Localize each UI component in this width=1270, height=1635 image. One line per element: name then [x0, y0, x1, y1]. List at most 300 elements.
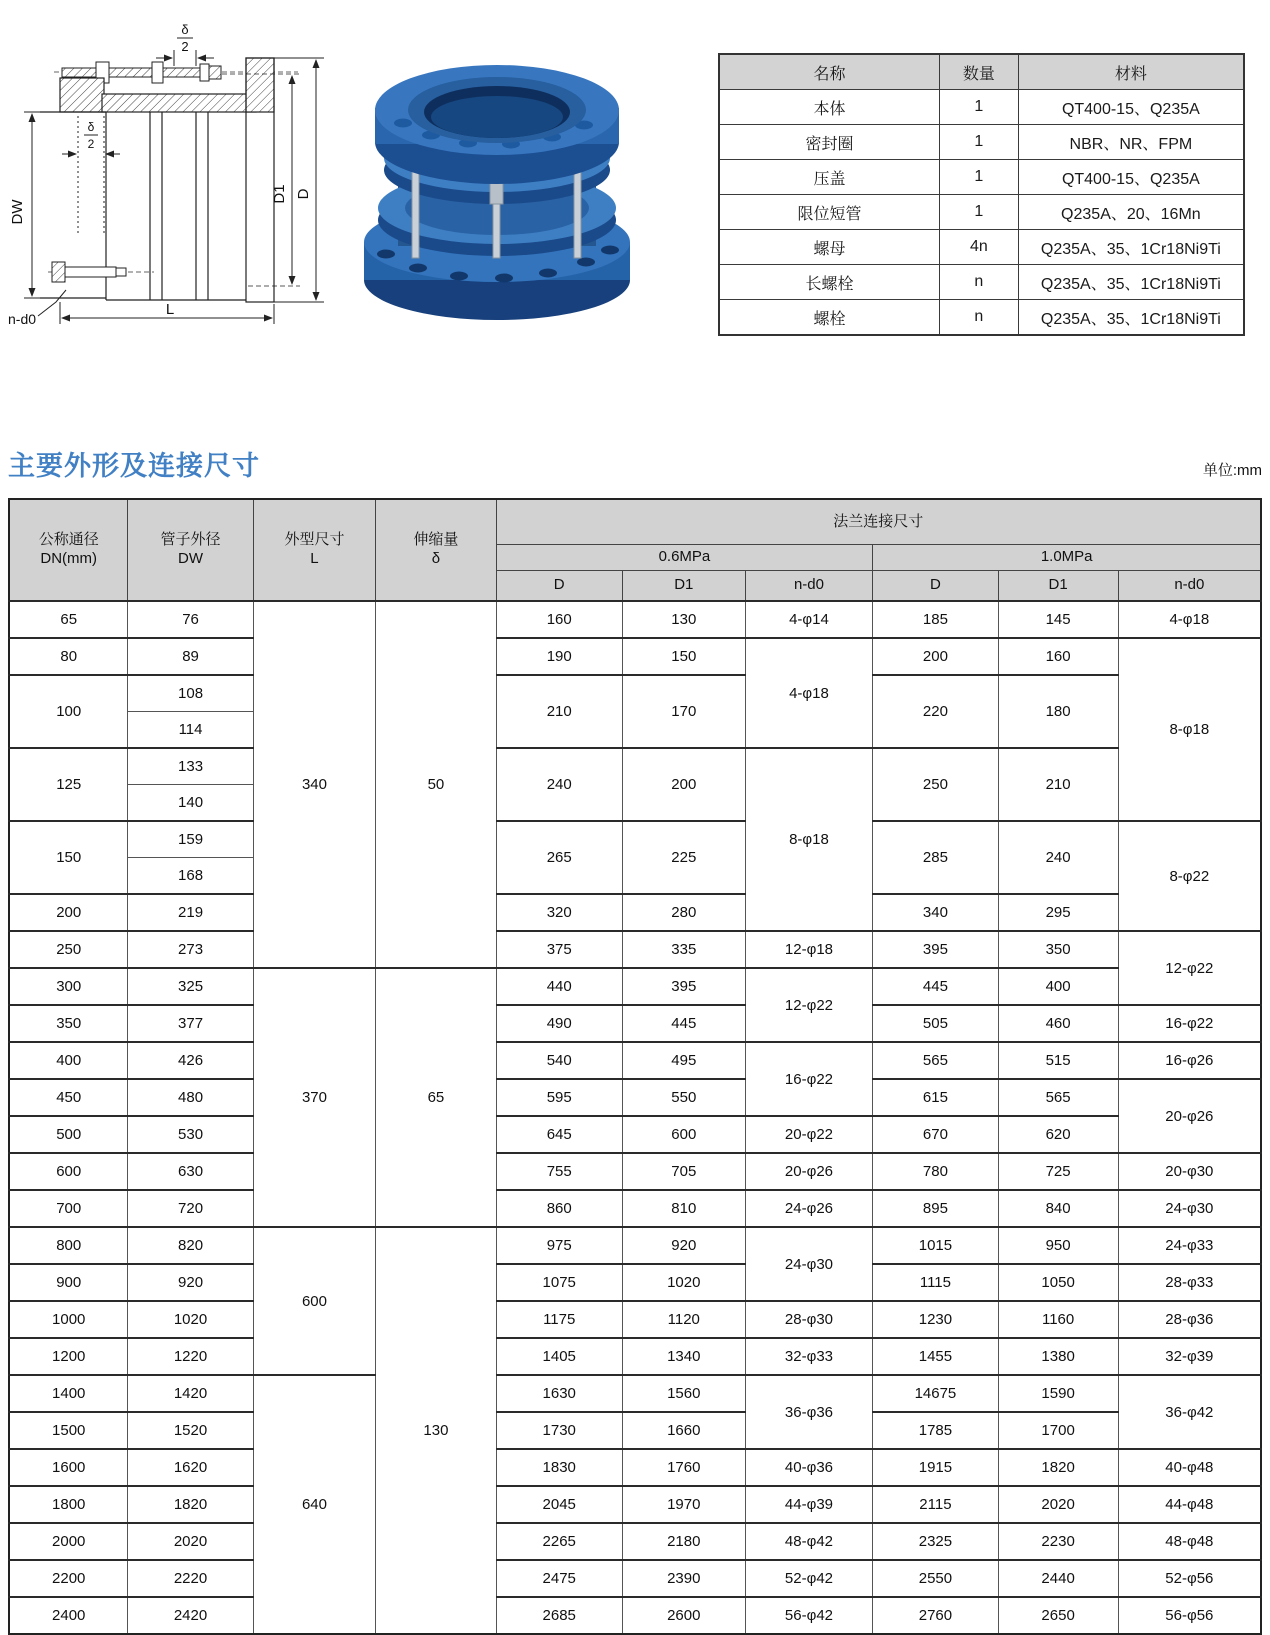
table-cell: 600	[622, 1116, 745, 1153]
table-row	[9, 1042, 1261, 1079]
materials-table	[718, 53, 1245, 336]
table-cell: 2265	[496, 1523, 622, 1560]
table-cell: 320	[496, 894, 622, 931]
table-cell: 460	[998, 1005, 1118, 1042]
l-label: L	[165, 301, 175, 318]
table-cell: 16-φ22	[1118, 1005, 1261, 1042]
table-cell: 8-φ22	[1118, 821, 1261, 931]
table-cell: 426	[128, 1042, 253, 1079]
table-cell: 500	[9, 1116, 128, 1153]
table-cell: 515	[998, 1042, 1118, 1079]
table-cell: 395	[622, 968, 745, 1005]
table-cell: 16-φ26	[1118, 1042, 1261, 1079]
table-cell: 32-φ39	[1118, 1338, 1261, 1375]
table-cell: 2550	[873, 1560, 998, 1597]
table-cell: 800	[9, 1227, 128, 1264]
table-cell: 24-φ33	[1118, 1227, 1261, 1264]
table-cell: 1020	[128, 1301, 253, 1338]
materials-header-qty: 数量	[940, 54, 1019, 90]
table-cell: 48-φ48	[1118, 1523, 1261, 1560]
table-row	[9, 1153, 1261, 1190]
table-cell: 860	[496, 1190, 622, 1227]
section-title: 主要外形及连接尺寸	[8, 451, 260, 481]
table-row	[9, 1264, 1261, 1301]
table-cell: 36-φ42	[1118, 1375, 1261, 1449]
table-cell: 1520	[128, 1412, 253, 1449]
table-row	[9, 1301, 1261, 1338]
table-cell: 240	[496, 748, 622, 821]
header-nd0-06: n-d0	[745, 571, 873, 602]
table-cell: 40-φ48	[1118, 1449, 1261, 1486]
table-cell: 495	[622, 1042, 745, 1079]
table-cell: 1760	[622, 1449, 745, 1486]
dim-nd0	[8, 290, 66, 327]
table-cell: 1915	[873, 1449, 998, 1486]
table-row	[719, 300, 1244, 336]
table-cell: 895	[873, 1190, 998, 1227]
table-cell: 810	[622, 1190, 745, 1227]
table-cell: 670	[873, 1116, 998, 1153]
header-dw-line1: 管子外径	[160, 531, 221, 549]
table-row	[9, 1375, 1261, 1412]
table-cell: 300	[9, 968, 128, 1005]
table-cell: 2475	[496, 1560, 622, 1597]
table-cell: 1	[940, 90, 1019, 125]
table-cell: 340	[253, 601, 376, 968]
table-cell: 36-φ36	[745, 1375, 873, 1449]
table-cell: 445	[873, 968, 998, 1005]
table-cell: 1785	[873, 1412, 998, 1449]
table-cell: 1	[940, 160, 1019, 195]
table-cell: 600	[9, 1153, 128, 1190]
table-cell: Q235A、35、1Cr18Ni9Ti	[1018, 265, 1244, 300]
table-cell: 370	[253, 968, 376, 1227]
header-p10: 1.0MPa	[873, 545, 1261, 571]
table-cell: 1020	[622, 1264, 745, 1301]
table-cell: 395	[873, 931, 998, 968]
table-cell: 1340	[622, 1338, 745, 1375]
table-cell: 2200	[9, 1560, 128, 1597]
table-cell: 250	[9, 931, 128, 968]
table-cell: 2650	[998, 1597, 1118, 1634]
header-p06: 0.6MPa	[496, 545, 873, 571]
table-cell: 920	[622, 1227, 745, 1264]
table-cell: 480	[128, 1079, 253, 1116]
table-cell: 28-φ33	[1118, 1264, 1261, 1301]
table-cell: 1075	[496, 1264, 622, 1301]
table-cell: 1500	[9, 1412, 128, 1449]
table-cell: 1420	[128, 1375, 253, 1412]
table-cell: 密封圈	[719, 125, 940, 160]
table-cell: 200	[622, 748, 745, 821]
table-cell: 1015	[873, 1227, 998, 1264]
table-cell: 530	[128, 1116, 253, 1153]
table-cell: 445	[622, 1005, 745, 1042]
table-cell: 325	[128, 968, 253, 1005]
table-cell: 1120	[622, 1301, 745, 1338]
product-photo	[346, 32, 648, 334]
table-cell: 133	[128, 748, 253, 785]
header-d1-10: D1	[998, 571, 1118, 602]
delta-top-denominator: 2	[181, 39, 189, 54]
body-section	[40, 58, 274, 302]
table-cell: 595	[496, 1079, 622, 1116]
table-cell: 1	[940, 195, 1019, 230]
table-cell: Q235A、20、16Mn	[1018, 195, 1244, 230]
table-cell: 220	[873, 675, 998, 748]
table-row	[9, 1190, 1261, 1227]
table-cell: 200	[9, 894, 128, 931]
table-cell: 2220	[128, 1560, 253, 1597]
table-cell: 700	[9, 1190, 128, 1227]
table-cell: 1630	[496, 1375, 622, 1412]
table-cell: 720	[128, 1190, 253, 1227]
table-row	[719, 265, 1244, 300]
table-cell: 180	[998, 675, 1118, 748]
table-cell: 2000	[9, 1523, 128, 1560]
table-cell: 56-φ42	[745, 1597, 873, 1634]
table-cell: 755	[496, 1153, 622, 1190]
table-cell: 440	[496, 968, 622, 1005]
materials-header-name: 名称	[719, 54, 940, 90]
table-cell: 170	[622, 675, 745, 748]
table-cell: 2440	[998, 1560, 1118, 1597]
table-cell: 295	[998, 894, 1118, 931]
table-cell: 340	[873, 894, 998, 931]
table-cell: 56-φ56	[1118, 1597, 1261, 1634]
table-row	[9, 1338, 1261, 1375]
table-row	[9, 1079, 1261, 1116]
table-cell: 螺栓	[719, 300, 940, 336]
dim-delta-inner	[62, 116, 120, 234]
table-cell: n	[940, 300, 1019, 336]
table-row	[9, 1412, 1261, 1449]
table-row	[9, 931, 1261, 968]
table-cell: 12-φ18	[745, 931, 873, 968]
header-d-06: D	[496, 571, 622, 602]
table-cell: 1230	[873, 1301, 998, 1338]
nd0-label: n-d0	[8, 311, 37, 327]
table-cell: 620	[998, 1116, 1118, 1153]
table-cell: 50	[376, 601, 496, 968]
table-cell: Q235A、35、1Cr18Ni9Ti	[1018, 230, 1244, 265]
table-row	[9, 1005, 1261, 1042]
table-cell: QT400-15、Q235A	[1018, 90, 1244, 125]
header-l-line1: 外型尺寸	[284, 531, 345, 549]
table-cell: 2045	[496, 1486, 622, 1523]
table-cell: 1590	[998, 1375, 1118, 1412]
table-row	[9, 601, 1261, 638]
table-cell: 780	[873, 1153, 998, 1190]
delta-top-label: δ	[181, 22, 189, 37]
table-cell: 8-φ18	[1118, 638, 1261, 821]
header-delta-line1: 伸缩量	[413, 531, 459, 549]
table-cell: 本体	[719, 90, 940, 125]
header-delta-line2: δ	[431, 550, 441, 567]
table-cell: 375	[496, 931, 622, 968]
table-cell: 130	[376, 1227, 496, 1634]
table-row	[9, 1560, 1261, 1597]
table-cell: 12-φ22	[1118, 931, 1261, 1005]
table-cell: 900	[9, 1264, 128, 1301]
table-cell: 4-φ14	[745, 601, 873, 638]
header-nd0-10: n-d0	[1118, 571, 1261, 602]
table-cell: 920	[128, 1264, 253, 1301]
table-cell: 125	[9, 748, 128, 821]
table-cell: 159	[128, 821, 253, 858]
delta-inner-label: δ	[87, 120, 95, 134]
table-cell: 630	[128, 1153, 253, 1190]
table-cell: 28-φ30	[745, 1301, 873, 1338]
table-cell: 4-φ18	[1118, 601, 1261, 638]
table-row	[9, 1523, 1261, 1560]
table-row	[9, 821, 1261, 858]
table-cell: 压盖	[719, 160, 940, 195]
header-dn	[9, 499, 128, 601]
table-cell: 2760	[873, 1597, 998, 1634]
table-cell: 8-φ18	[745, 748, 873, 931]
table-cell: 52-φ42	[745, 1560, 873, 1597]
dimensions-table	[8, 498, 1262, 1635]
table-cell: 565	[873, 1042, 998, 1079]
table-cell: 200	[873, 638, 998, 675]
table-cell: 400	[998, 968, 1118, 1005]
table-row	[9, 1449, 1261, 1486]
table-cell: 1160	[998, 1301, 1118, 1338]
table-row	[9, 1116, 1261, 1153]
table-cell: 1405	[496, 1338, 622, 1375]
d-label: D	[295, 188, 312, 200]
table-cell: 20-φ22	[745, 1116, 873, 1153]
table-row	[9, 1227, 1261, 1264]
table-cell: 2685	[496, 1597, 622, 1634]
table-cell: 350	[9, 1005, 128, 1042]
table-cell: 114	[128, 712, 253, 749]
table-row	[9, 968, 1261, 1005]
materials-header-row	[719, 54, 1244, 90]
table-cell: 16-φ22	[745, 1042, 873, 1116]
header-dn-line1: 公称通径	[38, 531, 99, 549]
table-cell: 505	[873, 1005, 998, 1042]
table-cell: 820	[128, 1227, 253, 1264]
d1-label: D1	[271, 184, 288, 204]
table-cell: 4-φ18	[745, 638, 873, 748]
dw-label: DW	[9, 199, 26, 225]
table-cell: 168	[128, 858, 253, 895]
table-cell: 490	[496, 1005, 622, 1042]
table-cell: 285	[873, 821, 998, 894]
table-row	[719, 125, 1244, 160]
table-cell: 280	[622, 894, 745, 931]
table-row	[719, 160, 1244, 195]
table-cell: 1220	[128, 1338, 253, 1375]
table-cell: 645	[496, 1116, 622, 1153]
table-cell: 975	[496, 1227, 622, 1264]
header-delta	[376, 499, 496, 601]
table-cell: 400	[9, 1042, 128, 1079]
header-dn-line2: DN(mm)	[40, 550, 98, 567]
table-cell: 2400	[9, 1597, 128, 1634]
table-cell: 40-φ36	[745, 1449, 873, 1486]
table-row	[719, 195, 1244, 230]
table-cell: 1455	[873, 1338, 998, 1375]
table-cell: 28-φ36	[1118, 1301, 1261, 1338]
table-cell: 160	[496, 601, 622, 638]
table-cell: 65	[9, 601, 128, 638]
table-cell: 219	[128, 894, 253, 931]
table-cell: n	[940, 265, 1019, 300]
table-cell: 24-φ26	[745, 1190, 873, 1227]
table-cell: 1200	[9, 1338, 128, 1375]
table-cell: 4n	[940, 230, 1019, 265]
table-cell: 2420	[128, 1597, 253, 1634]
table-cell: 600	[253, 1227, 376, 1375]
table-cell: 32-φ33	[745, 1338, 873, 1375]
table-cell: 100	[9, 675, 128, 748]
table-cell: 335	[622, 931, 745, 968]
table-cell: 210	[496, 675, 622, 748]
table-cell: 565	[998, 1079, 1118, 1116]
table-cell: 44-φ48	[1118, 1486, 1261, 1523]
table-cell: 48-φ42	[745, 1523, 873, 1560]
table-cell: 长螺栓	[719, 265, 940, 300]
table-cell: 725	[998, 1153, 1118, 1190]
table-cell: 840	[998, 1190, 1118, 1227]
table-cell: 1560	[622, 1375, 745, 1412]
table-cell: 450	[9, 1079, 128, 1116]
table-cell: 1400	[9, 1375, 128, 1412]
table-cell: 20-φ26	[745, 1153, 873, 1190]
dim-d	[274, 58, 324, 302]
table-cell: 550	[622, 1079, 745, 1116]
drawing-svg	[4, 2, 338, 338]
table-cell: 65	[376, 968, 496, 1227]
dim-l	[60, 301, 274, 324]
table-cell: Q235A、35、1Cr18Ni9Ti	[1018, 300, 1244, 336]
table-cell: 1000	[9, 1301, 128, 1338]
table-cell: 160	[998, 638, 1118, 675]
table-row	[9, 1597, 1261, 1634]
table-cell: 24-φ30	[1118, 1190, 1261, 1227]
table-cell: 705	[622, 1153, 745, 1190]
header-l-line2: L	[310, 550, 319, 567]
table-cell: 108	[128, 675, 253, 712]
table-cell: 2230	[998, 1523, 1118, 1560]
header-d1-06: D1	[622, 571, 745, 602]
table-cell: 20-φ30	[1118, 1153, 1261, 1190]
table-cell: 2115	[873, 1486, 998, 1523]
table-cell: 2020	[128, 1523, 253, 1560]
table-cell: 14675	[873, 1375, 998, 1412]
table-cell: 540	[496, 1042, 622, 1079]
header-flange: 法兰连接尺寸	[496, 499, 1261, 545]
table-cell: 210	[998, 748, 1118, 821]
table-cell: 1820	[128, 1486, 253, 1523]
table-cell: 1600	[9, 1449, 128, 1486]
table-cell: 1730	[496, 1412, 622, 1449]
table-cell: 150	[622, 638, 745, 675]
table-cell: 950	[998, 1227, 1118, 1264]
table-cell: 2390	[622, 1560, 745, 1597]
dim-delta-top	[156, 22, 214, 66]
dim-header-row-1	[9, 499, 1261, 545]
table-cell: 52-φ56	[1118, 1560, 1261, 1597]
table-cell: 1830	[496, 1449, 622, 1486]
table-cell: 80	[9, 638, 128, 675]
table-cell: 1970	[622, 1486, 745, 1523]
table-cell: 250	[873, 748, 998, 821]
table-cell: NBR、NR、FPM	[1018, 125, 1244, 160]
header-dw-line2: DW	[178, 550, 204, 567]
unit-label: 单位:mm	[1202, 462, 1262, 479]
table-cell: 2180	[622, 1523, 745, 1560]
table-cell: 1175	[496, 1301, 622, 1338]
table-cell: 2600	[622, 1597, 745, 1634]
table-cell: 1620	[128, 1449, 253, 1486]
photo-svg	[346, 32, 648, 334]
header-l	[253, 499, 376, 601]
table-cell: 1050	[998, 1264, 1118, 1301]
table-cell: 1800	[9, 1486, 128, 1523]
table-cell: 1700	[998, 1412, 1118, 1449]
table-cell: 2325	[873, 1523, 998, 1560]
table-cell: 145	[998, 601, 1118, 638]
technical-drawing	[4, 2, 338, 338]
table-row	[9, 675, 1261, 712]
table-cell: 76	[128, 601, 253, 638]
table-cell: 1380	[998, 1338, 1118, 1375]
table-row	[719, 230, 1244, 265]
lower-bolt	[48, 262, 154, 282]
title-row	[8, 444, 1262, 483]
table-cell: 377	[128, 1005, 253, 1042]
header-d-10: D	[873, 571, 998, 602]
table-row	[9, 894, 1261, 931]
table-row	[719, 90, 1244, 125]
table-cell: 140	[128, 785, 253, 822]
table-cell: 1	[940, 125, 1019, 160]
table-row	[9, 638, 1261, 675]
table-cell: 限位短管	[719, 195, 940, 230]
table-cell: 1820	[998, 1449, 1118, 1486]
table-cell: 130	[622, 601, 745, 638]
table-cell: 190	[496, 638, 622, 675]
table-cell: 225	[622, 821, 745, 894]
materials-header-material: 材料	[1018, 54, 1244, 90]
table-cell: 89	[128, 638, 253, 675]
table-cell: 44-φ39	[745, 1486, 873, 1523]
table-row	[9, 1486, 1261, 1523]
table-cell: QT400-15、Q235A	[1018, 160, 1244, 195]
table-cell: 273	[128, 931, 253, 968]
header-dw	[128, 499, 253, 601]
table-cell: 12-φ22	[745, 968, 873, 1042]
table-cell: 150	[9, 821, 128, 894]
table-cell: 350	[998, 931, 1118, 968]
table-cell: 240	[998, 821, 1118, 894]
table-cell: 185	[873, 601, 998, 638]
table-cell: 24-φ30	[745, 1227, 873, 1301]
table-cell: 2020	[998, 1486, 1118, 1523]
table-row	[9, 748, 1261, 785]
table-cell: 640	[253, 1375, 376, 1634]
table-cell: 1115	[873, 1264, 998, 1301]
table-cell: 265	[496, 821, 622, 894]
table-cell: 615	[873, 1079, 998, 1116]
table-cell: 1660	[622, 1412, 745, 1449]
delta-inner-denominator: 2	[87, 137, 95, 151]
table-cell: 20-φ26	[1118, 1079, 1261, 1153]
